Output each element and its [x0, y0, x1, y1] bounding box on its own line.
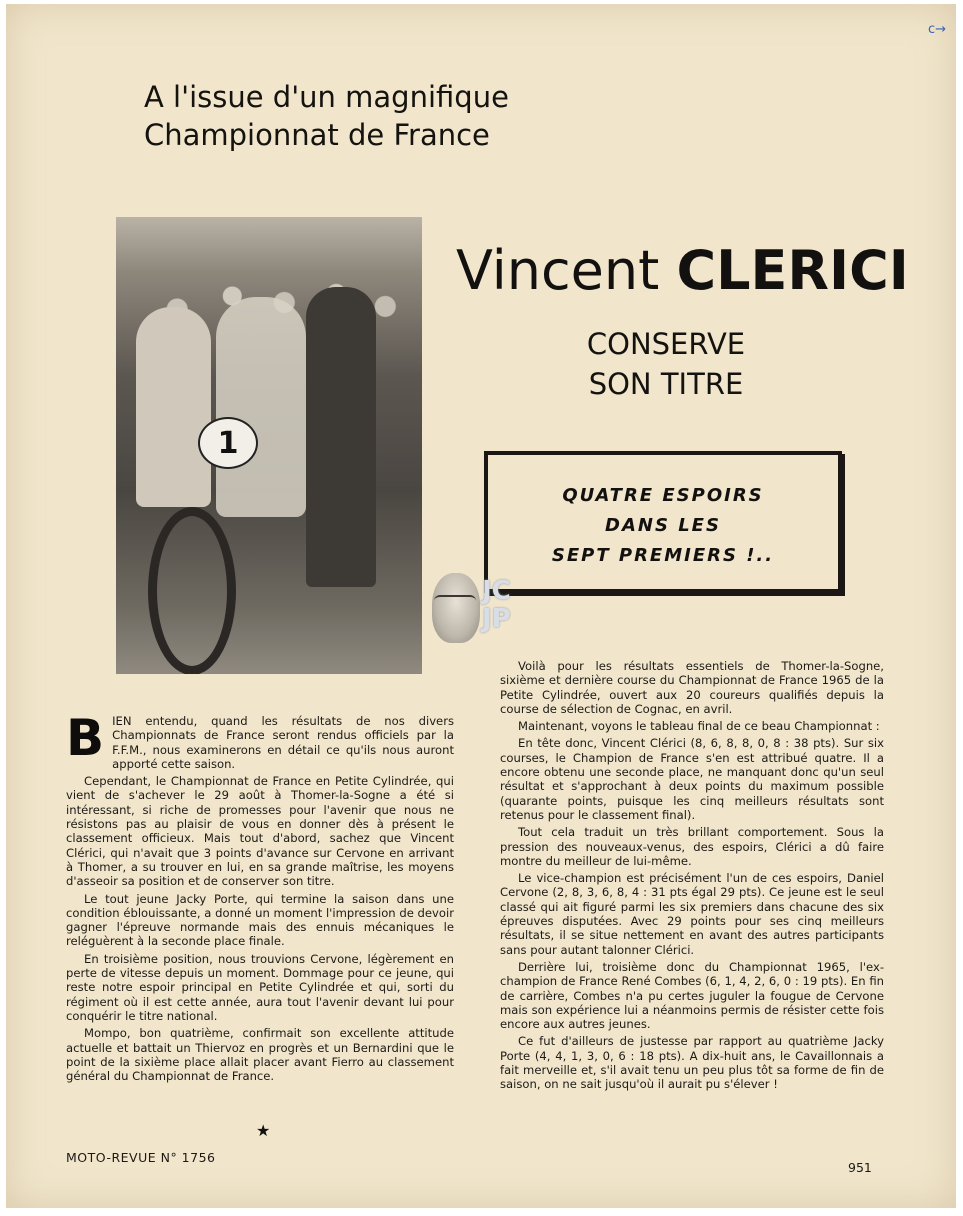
photo-man — [306, 287, 376, 587]
headline-last-name: CLERICI — [676, 239, 909, 302]
kicker-line-1: A l'issue d'un magnifique — [144, 80, 509, 114]
article-paragraph: Le tout jeune Jacky Porte, qui termine la saison dans une condition éblouissante, a donné un moment l'impression de devoir gagner l'épreuve normande mais des ennuis mécaniques le reléguèrent à la seconde place finale. — [66, 891, 454, 949]
article-paragraph: Tout cela traduit un très brillant comportement. Sous la pression des nouveaux-venus, des espoirs, Clérici a dû faire montre du meilleur de lui-même. — [500, 825, 884, 868]
race-number-plate: 1 — [198, 417, 258, 469]
article-paragraph: Maintenant, voyons le tableau final de ce beau Championnat : — [518, 719, 880, 734]
photo-rider — [216, 297, 306, 517]
photo-spectator — [136, 307, 211, 507]
subhead-line-1: CONSERVE — [586, 327, 746, 361]
subhead-line-2: SON TITRE — [588, 367, 744, 401]
paragraph-text: IEN entendu, quand les résultats de nos divers Championnats de France seront rendus officiels par la F.F.M., nous examinerons en détail ce qu'ils nous auront apporté cette saison. — [112, 714, 454, 771]
article-paragraph: En troisième position, nous trouvions Cervone, légèrement en perte de vitesse depuis un moment. Dommage pour ce jeune, qui reste notre espoir principal en Petite Cylindrée et qui, sorti du régiment où il est cette année, aura tout l'avenir devant lui pour conquérir le titre national. — [66, 951, 454, 1023]
boxed-callout — [484, 451, 842, 593]
page-number: 951 — [848, 1160, 872, 1175]
stamp-monogram — [482, 577, 532, 633]
end-star: ★ — [256, 1121, 271, 1140]
article-paragraph: Le vice-champion est précisément l'un de ces espoirs, Daniel Cervone (2, 8, 3, 6, 8, 4 : 31 pts égal 29 pts). Ce jeune est le seul classé qui ait figuré parmi les six premiers dans chacune des six épreuves disputées. Avec 29 points pour ses cinq meilleurs résultats, il se situe nettement en avant des autres participants sans pour autant talonner Clérici. — [500, 871, 884, 957]
article-left-column — [66, 709, 454, 1086]
stamp-monogram-bottom: JP — [482, 604, 511, 634]
kicker-heading — [144, 78, 604, 154]
article-paragraph: En tête donc, Vincent Clérici (8, 6, 8, 8, 0, 8 : 38 pts). Sur six courses, le Champion de France s'en est attribué quatre. Il a encore obtenu une seconde place, ne manquant donc qu'un seul résultat et s'approchant à deux points du maximum possible (quarante points, puisque les cinq meilleurs résultats sont retenus pour le classement final). — [500, 736, 884, 822]
stamp-monogram-top: JC — [482, 576, 511, 606]
race-photo — [116, 217, 422, 674]
photo-motorcycle-wheel — [148, 507, 236, 674]
callout-line-3: SEPT PREMIERS !.. — [551, 545, 775, 566]
callout-line-2: DANS LES — [605, 515, 721, 536]
drop-cap: B — [66, 709, 105, 767]
corner-annotation: c→ — [927, 22, 946, 37]
article-paragraph: Cependant, le Championnat de France en Petite Cylindrée, qui vient de s'achever le 29 août à Thomer-la-Sogne a été si intéressant, si riche de promesses pour l'avenir que nous ne résistons pas au plaisir de vous en donner dès à présent le classement officieux. Mais tout d'abord, sachez que Vincent Clérici, qui n'avait que 3 points d'avance sur Cervone en arrivant à Thomer, a su trouver en lui, en sa grande maîtrise, les moyens d'asseoir sa position et de conserver son titre. — [66, 774, 454, 889]
headline — [456, 239, 909, 302]
owner-stamp — [426, 569, 536, 649]
article-paragraph: Ce fut d'ailleurs de justesse par rapport au quatrième Jacky Porte (4, 4, 1, 3, 0, 6 : 18 pts). A dix-huit ans, le Cavaillonnais a fait merveille et, s'il avait tenu un peu plus tôt sa forme de fin de saison, on ne sait jusqu'où il aurait pu s'élever ! — [500, 1034, 884, 1092]
article-paragraph — [66, 709, 454, 771]
magazine-page — [6, 4, 956, 1208]
article-paragraph: Derrière lui, troisième donc du Championnat 1965, l'ex-champion de France René Combes (6, 1, 4, 2, 6, 0 : 19 pts). En fin de carrière, Combes n'a pu certes juguler la fougue de Cervone mais son expérience lui a néanmoins permis de résister cette fois encore aux autres jeunes. — [500, 959, 884, 1032]
stamp-glasses-icon — [434, 595, 476, 607]
article-right-column — [500, 659, 884, 1095]
headline-first-name: Vincent — [456, 239, 660, 302]
stamp-face-icon — [432, 573, 480, 643]
subheadline — [566, 324, 766, 404]
callout-line-1: QUATRE ESPOIRS — [562, 485, 764, 506]
publication-footer: MOTO-REVUE N° 1756 — [66, 1150, 216, 1165]
article-paragraph: Voilà pour les résultats essentiels de Thomer-la-Sogne, sixième et dernière course du Championnat de France 1965 de la Petite Cylindrée, ouvert aux 20 coureurs qualifiés depuis la course de sélection de Cognac, en avril. — [500, 659, 884, 716]
article-paragraph: Mompo, bon quatrième, confirmait son excellente attitude actuelle et battait un Thiervoz en progrès et un Bernardini que le point de la sixième place allait placer avant Fierro au classement général du Championnat de France. — [66, 1026, 454, 1084]
kicker-line-2: Championnat de France — [144, 118, 490, 152]
